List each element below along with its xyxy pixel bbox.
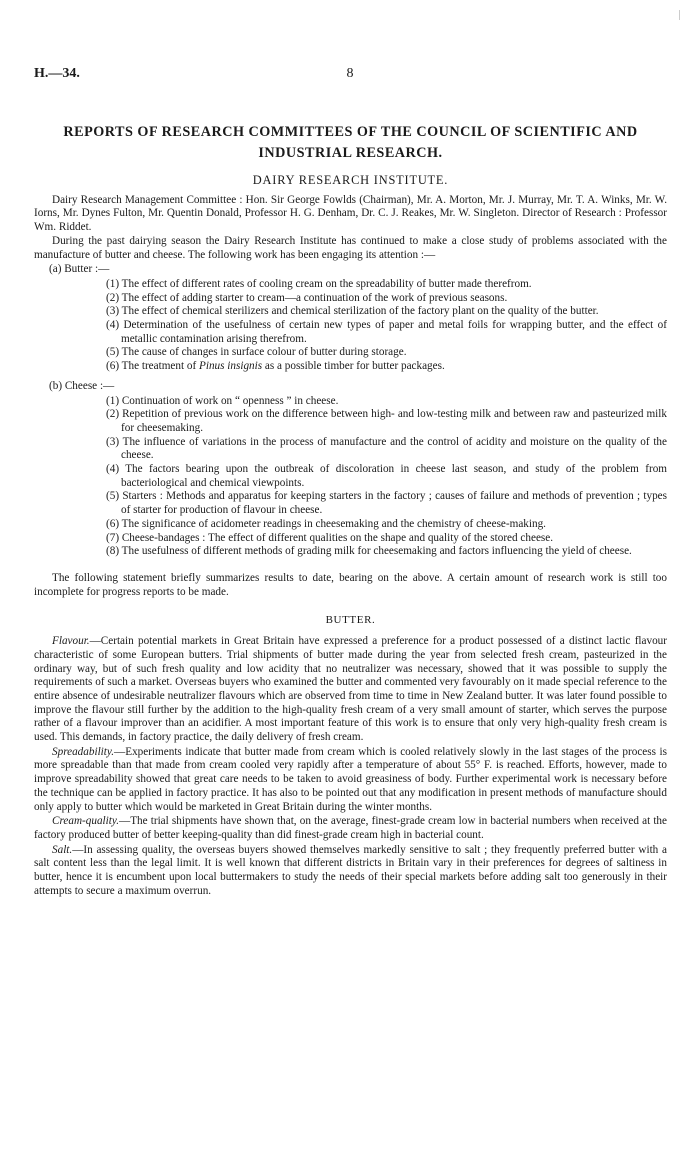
page-number: 8: [346, 66, 354, 81]
page-body: [34, 122, 667, 898]
list-item: (5) The cause of changes in surface colour of butter during storage.: [106, 346, 407, 359]
cheese-work-list: [34, 395, 667, 559]
intro-paragraph: During the past dairying season the Dairy Research Institute has continued to make a close study of problems associated with the manufacture of butter and cheese. The following work has been engaging its attention :—: [34, 234, 667, 261]
list-item: (1) The effect of different rates of cooling cream on the spreadability of butter made therefrom.: [106, 277, 532, 290]
paragraph-lead: Cream-quality.: [52, 815, 120, 828]
list-item: [34, 360, 667, 374]
species-name: Pinus insignis: [199, 360, 263, 373]
list-item: (3) The effect of chemical sterilizers and chemical sterilization of the factory plant on the quality of the butter.: [106, 305, 599, 318]
document-reference: H.—34.: [34, 66, 80, 81]
item-text: as a possible timber for butter packages.: [262, 360, 445, 373]
paragraph-text: —The trial shipments have shown that, on the average, finest-grade cream low in bacterial numbers when received at the factory produced butter of better keeping-quality than did finest-grade cream high in bacterial count.: [34, 815, 667, 841]
scan-edge-mark: [679, 10, 680, 20]
butter-section-heading: BUTTER.: [325, 614, 376, 627]
report-title: REPORTS OF RESEARCH COMMITTEES OF THE COUNCIL OF SCIENTIFIC AND INDUSTRIAL RESEARCH.: [63, 124, 638, 161]
summary-paragraph: The following statement briefly summarizes results to date, bearing on the above. A certain amount of research work is still too incomplete for progress reports to be made.: [34, 571, 667, 598]
list-item: (2) Repetition of previous work on the difference between high- and low-testing milk and between raw and pasteurized milk for cheesemaking.: [106, 408, 667, 434]
list-item: (2) The effect of adding starter to cream—a continuation of the work of previous seasons.: [106, 291, 508, 304]
paragraph-text: —Certain potential markets in Great Britain have expressed a preference for a product possessed of a distinct lactic flavour characteristic of some European butters. Trial shipments of butter made during the year from selected fresh cream, pasteurized in the ordinary way, but of such fresh quality and low acidity that no neutralizer was necessary, showed that it was possible to supply the requirements of such a market. Overseas buyers who examined the butter and commented very favourably on it made special reference to the entire absence of undesirable neutralizer flavours which are observed from time to time in New Zealand butter. It was later found possible to improve the flavour still further by the addition to the high-quality fresh cream of a very small amount of starter, which serves the purpose rather of a flavour improver than an acidifier. A most important feature of this work is to ensure that only very high-quality fresh cream is used. This demands, in factory practice, the daily delivery of fresh cream.: [34, 635, 667, 744]
paragraph-lead: Flavour.: [52, 635, 90, 648]
list-item: (4) Determination of the usefulness of certain new types of paper and metal foils for wrapping butter, and the effect of metallic contamination arising therefrom.: [106, 319, 667, 345]
list-item: (8) The usefulness of different methods of grading milk for cheesemaking and factors influencing the yield of cheese.: [106, 545, 632, 558]
committee-paragraph: Dairy Research Management Committee : Hon. Sir George Fowlds (Chairman), Mr. A. Morton, Mr. J. Murray, Mr. T. A. Winks, Mr. W. Iorns, Mr. Dynes Fulton, Mr. Quentin Donald, Professor H. G. Denham, Dr. C. J. Reakes, Mr. W. Singleton. Director of Research : Professor Wm. Riddet.: [34, 193, 667, 234]
list-item: (5) Starters : Methods and apparatus for keeping starters in the factory ; causes of failure and methods of prevention ; types of starter for production of flavour in cheese.: [106, 490, 667, 517]
spreadability-paragraph: [34, 746, 667, 815]
list-item: (6) The significance of acidometer readings in cheesemaking and the chemistry of cheese-making.: [106, 517, 546, 530]
paragraph-lead: Spreadability.: [52, 745, 115, 758]
paragraph-text: —In assessing quality, the overseas buyers showed themselves markedly sensitive to salt ; they frequently preferred butter with a salt content less than the legal limit. It is well known that different districts in Britain vary in their preferences for degrees of saltiness in butter, hence it is encumbent upon local buttermakers to study the needs of their special markets before adding salt too generously in their attempts to secure a maximum overrun.: [34, 843, 667, 897]
butter-list-heading: (a) Butter :—: [49, 263, 110, 276]
item-text: (6) The treatment of: [106, 360, 199, 373]
page-header: [34, 66, 666, 84]
list-item: (4) The factors bearing upon the outbreak of discoloration in cheese last season, and study of the problem from bacteriological and chemical viewpoints.: [106, 463, 667, 489]
paragraph-text: —Experiments indicate that butter made from cream which is cooled relatively slowly in the last stages of the process is more spreadable than that made from cream cooled very rapidly after a temperature of about 55° F. is reached. Efforts, however, made to improve spreadability showed that great care needs to be taken to avoid greasiness of body. Further experimental work is necessary before the technique can be applied in factory practice. It has also to be pointed out that any modification in present methods of manufacture should only apply to butter which would be marketed in Great Britain during the winter months.: [34, 745, 667, 813]
list-item: (1) Continuation of work on “ openness ” in cheese.: [106, 394, 339, 407]
list-item: (3) The influence of variations in the process of manufacture and the control of acidity and moisture on the quality of the cheese.: [106, 435, 667, 462]
institute-heading: DAIRY RESEARCH INSTITUTE.: [252, 173, 449, 187]
butter-work-list: [34, 278, 667, 374]
paragraph-lead: Salt.: [52, 843, 73, 856]
salt-paragraph: [34, 844, 667, 899]
flavour-paragraph: [34, 635, 667, 745]
list-item: (7) Cheese-bandages : The effect of different qualities on the shape and quality of the stored cheese.: [106, 531, 554, 544]
cheese-list-heading: (b) Cheese :—: [49, 379, 115, 392]
cream-quality-paragraph: [34, 815, 667, 842]
